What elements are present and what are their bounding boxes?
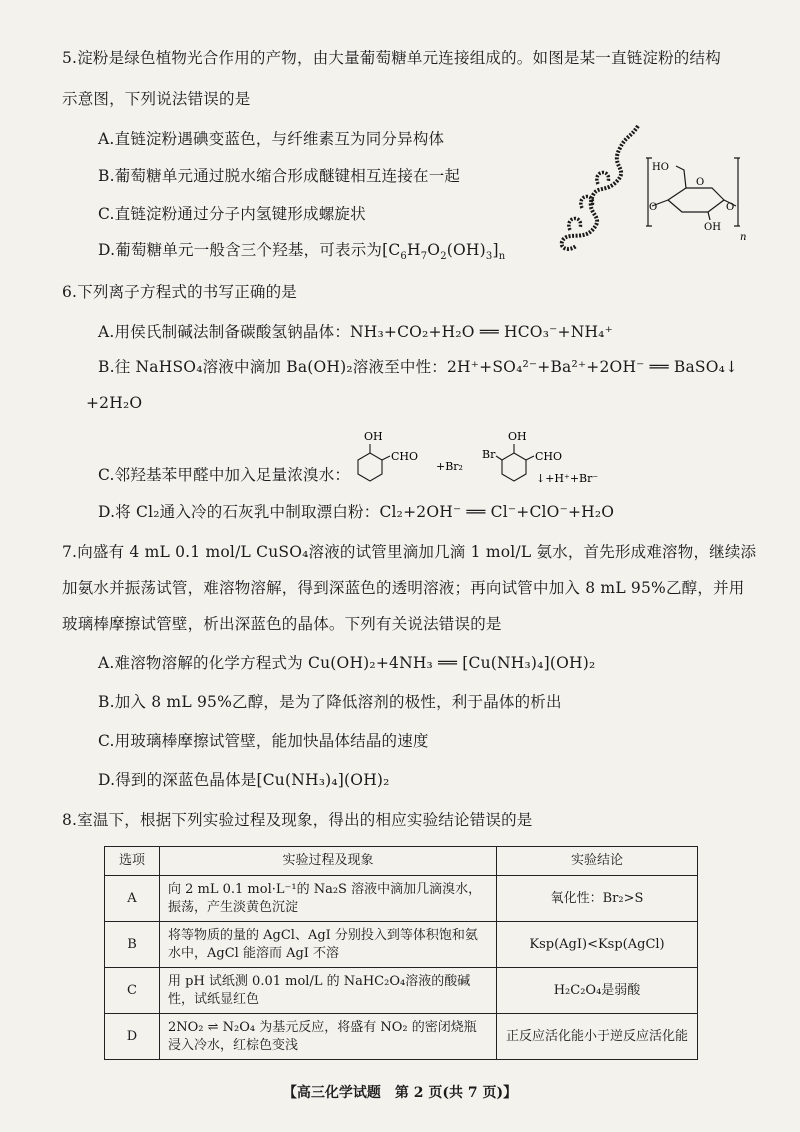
table-row bbox=[105, 876, 698, 922]
product-cho-label: CHO bbox=[535, 450, 563, 463]
q8-experiment-table bbox=[104, 846, 698, 1060]
fig-left-o-label: O bbox=[649, 202, 658, 213]
bromine-reagent-label: +Br₂ bbox=[436, 460, 463, 473]
fig-right-o-label: O bbox=[726, 202, 735, 213]
amylose-helix bbox=[562, 126, 638, 249]
starch-structure-figure bbox=[548, 118, 748, 258]
table-header-row bbox=[105, 847, 698, 876]
row-procedure: 2NO₂ ⇌ N₂O₄ 为基元反应，将盛有 NO₂ 的密闭烧瓶浸入冷水，红棕色变浅 bbox=[160, 1014, 497, 1060]
q5-stem-line2: 示意图，下列说法错误的是 bbox=[62, 90, 251, 108]
q6-option-b-line2: +2H₂O bbox=[86, 394, 143, 412]
row-conclusion: 氧化性：Br₂>S bbox=[497, 876, 698, 922]
row-procedure: 将等物质的量的 AgCl、AgI 分别投入到等体积饱和氨水中，AgCl 能溶而 AgI 不溶 bbox=[160, 922, 497, 968]
q7-option-b: B.加入 8 mL 95%乙醇，是为了降低溶剂的极性，利于晶体的析出 bbox=[98, 693, 562, 711]
q5-option-a: A.直链淀粉遇碘变蓝色，与纤维素互为同分异构体 bbox=[98, 130, 445, 148]
row-option: B bbox=[105, 922, 160, 968]
q6-option-b-line1: B.往 NaHSO₄溶液中滴加 Ba(OH)₂溶液至中性：2H⁺+SO₄²⁻+Ba²⁺+2OH⁻ ══ BaSO₄↓ bbox=[98, 358, 739, 376]
q7-stem-line3: 玻璃棒摩擦试管壁，析出深蓝色的晶体。下列有关说法错误的是 bbox=[62, 615, 502, 633]
table-row bbox=[105, 968, 698, 1014]
benzene-ring-reactant bbox=[358, 453, 382, 481]
q5-option-c: C.直链淀粉通过分子内氢键形成螺旋状 bbox=[98, 205, 366, 223]
q5-option-d: D.葡萄糖单元一般含三个羟基，可表示为$[C_6H_7O_2(OH)_3]_n$ bbox=[98, 241, 506, 263]
fig-n-label: n bbox=[740, 232, 747, 243]
header-conclusion: 实验结论 bbox=[497, 847, 698, 876]
benzene-ring-product bbox=[502, 453, 526, 481]
row-conclusion: Ksp(AgI)<Ksp(AgCl) bbox=[497, 922, 698, 968]
q7-option-a: A.难溶物溶解的化学方程式为 Cu(OH)₂+4NH₃ ══ [Cu(NH₃)₄](OH)₂ bbox=[98, 654, 596, 672]
table-row bbox=[105, 1014, 698, 1060]
q6-option-d: D.将 Cl₂通入冷的石灰乳中制取漂白粉：Cl₂+2OH⁻ ══ Cl⁻+ClO⁻+H₂O bbox=[98, 503, 615, 521]
q7-option-d: D.得到的深蓝色晶体是[Cu(NH₃)₄](OH)₂ bbox=[98, 771, 390, 789]
product-oh-label: OH bbox=[508, 430, 527, 443]
row-procedure: 用 pH 试纸测 0.01 mol/L 的 NaHC₂O₄溶液的酸碱性，试纸显红色 bbox=[160, 968, 497, 1014]
header-procedure: 实验过程及现象 bbox=[160, 847, 497, 876]
q7-stem-line2: 加氨水并振荡试管，难溶物溶解，得到深蓝色的透明溶液；再向试管中加入 8 mL 95%乙醇，并用 bbox=[62, 579, 745, 597]
table-row bbox=[105, 922, 698, 968]
q6-stem: 6.下列离子方程式的书写正确的是 bbox=[62, 283, 297, 301]
page-footer: 【高三化学试题 第 2 页(共 7 页)】 bbox=[282, 1085, 518, 1101]
q7-stem-line1: 7.向盛有 4 mL 0.1 mol/L CuSO₄溶液的试管里滴加几滴 1 mol/L 氨水，首先形成难溶物，继续添 bbox=[62, 543, 757, 561]
q6-option-c: C.邻羟基苯甲醛中加入足量浓溴水： bbox=[98, 466, 351, 484]
reactant-oh-label: OH bbox=[364, 430, 383, 443]
fig-oh-label: OH bbox=[704, 222, 721, 233]
fig-ho-label: HO bbox=[652, 162, 669, 173]
row-procedure: 向 2 mL 0.1 mol·L⁻¹的 Na₂S 溶液中滴加几滴溴水，振荡，产生淡黄色沉淀 bbox=[160, 876, 497, 922]
product-br-label: Br bbox=[482, 448, 496, 461]
q6-c-reaction-structures bbox=[338, 426, 648, 494]
reactant-cho-label: CHO bbox=[391, 450, 419, 463]
product-byproducts-label: ↓+H⁺+Br⁻ bbox=[536, 472, 599, 485]
header-option: 选项 bbox=[105, 847, 160, 876]
q8-stem: 8.室温下，根据下列实验过程及现象，得出的相应实验结论错误的是 bbox=[62, 811, 533, 829]
row-option: D bbox=[105, 1014, 160, 1060]
q5-stem-line1: 5.淀粉是绿色植物光合作用的产物，由大量葡萄糖单元连接组成的。如图是某一直链淀粉的结构 bbox=[62, 49, 721, 67]
row-conclusion: 正反应活化能小于逆反应活化能 bbox=[497, 1014, 698, 1060]
q6-option-a: A.用侯氏制碱法制备碳酸氢钠晶体：NH₃+CO₂+H₂O ══ HCO₃⁻+NH₄⁺ bbox=[98, 323, 613, 341]
row-option: A bbox=[105, 876, 160, 922]
row-conclusion: H₂C₂O₄是弱酸 bbox=[497, 968, 698, 1014]
fig-ring-o-label: O bbox=[696, 177, 705, 188]
q7-option-c: C.用玻璃棒摩擦试管壁，能加快晶体结晶的速度 bbox=[98, 732, 429, 750]
q5-option-b: B.葡萄糖单元通过脱水缩合形成醚键相互连接在一起 bbox=[98, 167, 461, 185]
row-option: C bbox=[105, 968, 160, 1014]
